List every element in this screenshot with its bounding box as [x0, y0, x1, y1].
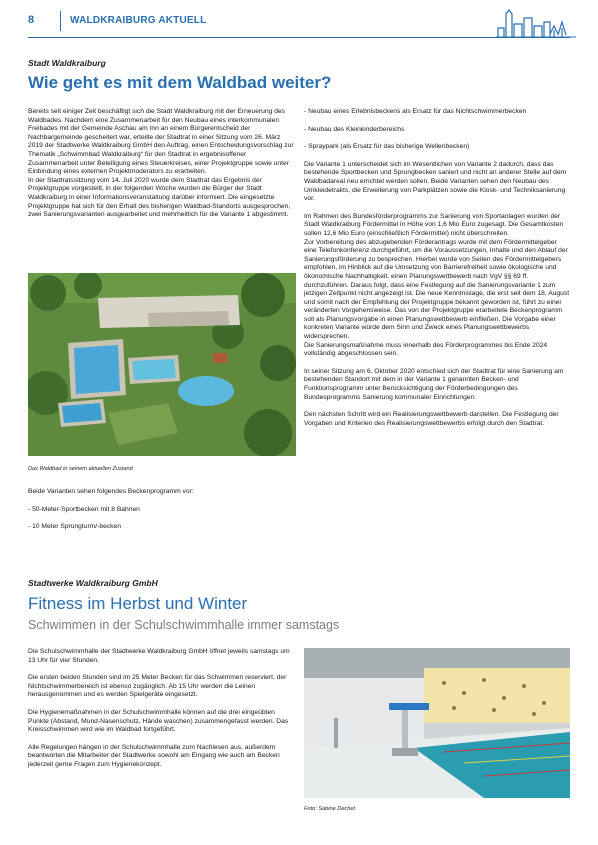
article2-kicker: Stadtwerke Waldkraiburg GmbH	[28, 578, 158, 588]
article2-text	[28, 648, 296, 770]
list-item: - 50-Meter-Sportbecken mit 8 Bahnen	[28, 505, 140, 513]
list-item: - Spraypark (als Ersatz für das bisherige Wellenbecken)	[304, 143, 470, 151]
article1-right-text	[304, 108, 570, 428]
paragraph: Im Rahmen des Bundesförderprogramms zur Sanierung von Sportanlagen wurden der Stadt Waldkraiburg Fördermittel in Höhe von 1,6 Mio Euro zugesagt. Die Gesamtkosten sollen 12,6 Mio Euro (einschließlich Fördermittel) nicht überschreiten.	[304, 212, 564, 237]
article1-kicker: Stadt Waldkraiburg	[28, 58, 106, 68]
paragraph: In der Stadtratssitzung vom 14. Juli 2020 wurde dem Stadtrat das Ergebnis der Projektgruppe vorgestellt, in der folgenden Woche wurden die Bürger der Stadt Waldkraiburg in einer Informationsveranstaltung darüber informiert. Die eingesetzte Projektgruppe hat sich für den Erhalt des bisherigen Waldbad-Standorts ausgesprochen, zwei Sanierungsvarianten ausgearbeitet und mehrheitlich für die Variante 1 abgestimmt.	[28, 176, 291, 219]
paragraph: Die Hygienemaßnahmen in der Schulschwimmhalle können auf die drei eingeübten Punkte (Abstand, Mund-Nasenschutz, Hände waschen) zusammengefasst werden. Das Kreisschwimmen wird wie im Waldbad fortgeführt.	[28, 708, 289, 734]
article1-left-text	[28, 108, 296, 220]
article2-image-caption: Foto: Sabine Dechet	[304, 806, 355, 812]
article1-image-caption: Das Waldbad in seinem aktuellen Zustand	[28, 466, 133, 472]
page-number: 8	[28, 14, 35, 26]
article1-title: Wie geht es mit dem Waldbad weiter?	[28, 73, 332, 92]
swimming-hall-photo	[304, 648, 570, 798]
waldbad-aerial-photo	[28, 273, 296, 456]
programm-intro: Beide Varianten sehen folgendes Beckenprogramm vor:	[28, 488, 194, 495]
paragraph: Alle Regelungen hängen in der Schulschwimmhalle zum Nachlesen aus, außerdem beantworten die Mitarbeiter der Stadtwerke sowohl am Eingang wie auch am Becken jederzeit gerne Fragen zum Hygienekonzept.	[28, 743, 280, 768]
paragraph: In seiner Sitzung am 6. Oktober 2020 entschied sich der Stadtrat für eine Sanierung am bestehenden Standort mit dem in der Variante 1 genannten Becken- und Funktionsprogramm unter Berücksichtigung der Förderbedingungen des Bundesprogramms Sanierung kommunaler Einrichtungen.	[304, 367, 564, 401]
paragraph: Den nächsten Schritt wird ein Realisierungswettbewerb darstellen. Die Festlegung der Vorgaben und Kriterien des Realisierungswettbewerbs erfolgt durch den Stadtrat.	[304, 411, 559, 427]
paragraph: Die Sanierungsmaßnahme muss innerhalb des Förderprogrammes bis Ende 2024 vollständig abgeschlossen sein.	[304, 341, 548, 358]
header-rule	[28, 37, 570, 38]
article2-title: Fitness im Herbst und Winter	[28, 594, 248, 613]
list-item: - Neubau eines Erlebnisbeckens als Ersatz für das Nichtschwimmerbecken	[304, 108, 527, 115]
header-divider	[60, 11, 61, 31]
paragraph: Zur Vorbereitung des abzugebenden Förderantrags wurde mit dem Fördermittelgeber eine Telefonkonferenz durchgeführt, um die Voraussetzungen, Inhalte und den Ablauf der Sanierungsförderung zu besprechen. Hierbei wurde von Seiten des Fördermittelgebers empfohlen, im Hinblick auf die Umsetzung von Barrierefreiheit sowie ökologische und ökonomische Nachhaltigkeit, einen Planungswettbewerb nach VgV §§ 69 ff. durchzuführen. Daraus folgt, dass eine Festlegung auf die Sanierungsvariante 1 zum jetzigen Zeitpunkt nicht angezeigt ist. Die neue Kenntnislage, die erst seit dem 18. August und somit nach der Empfehlung der Projektgruppe bekannt geworden ist, führt zu einer veränderten Vorgehensweise. Das von der Projektgruppe erarbeitete Beckenprogramm soll als Planungsvorgabe in einen Planungswettbewerb einfließen. Die Vorgabe einer konkreten Variante würde dem Sinn und Zweck eines Planungswettbewerbs widersprechen.	[304, 238, 570, 341]
city-skyline-logo	[496, 4, 576, 40]
paragraph: Bereits seit einiger Zeit beschäftigt sich die Stadt Waldkraiburg mit der Erneuerung des Waldbades. Nachdem eine Zusammenarbeit für den Neubau eines interkommunalen Freibades mit der Gemeinde Aschau am Inn an einem Bürgerentscheid der Nachbargemeinde gescheitert war, erteilte der Stadtrat in einer Sitzung vom 26. März 2019 der Stadtwerke Waldkraiburg GmbH den Auftrag, einen Entscheidungsvorschlag zur Thematik „Schwimmbad Waldkraiburg“ für den Stadtrat in ergebnisoffener Zusammenarbeit unter Beteiligung eines Steuerkreises, einer Projektgruppe sowie unter Einbindung eines externen Projektmoderators zu erarbeiten.	[28, 108, 294, 176]
paragraph: Die Variante 1 unterscheidet sich im Wesentlichen von Variante 2 dadurch, dass das bestehende Sportbecken und Sprungbecken saniert und nicht an anderer Stelle auf dem Waldbadareal neu errichtet werden sollen. Beide Varianten sehen den Neubau des Umkleidetrakts, die Erweiterung von Parkplätzen sowie die Kiosk- und Techniksanierung vor.	[304, 160, 567, 203]
list-item: - 10 Meter Sprungturm/-becken	[28, 523, 121, 531]
paragraph: Die ersten beiden Stunden sind im 25 Meter Becken für das Schwimmen reserviert, der Nichtschwimmerbereich ist ebenso zugänglich. Ab 15 Uhr werden die Leinen herausgenommen und es werden Spielgeräte eingesetzt.	[28, 674, 287, 699]
list-item: - Neubau des Kleinkinderbereichs	[304, 125, 405, 133]
publication-title: WALDKRAIBURG AKTUELL	[70, 15, 207, 26]
paragraph: Die Schulschwimmhalle der Stadtwerke Waldkraiburg GmbH öffnet jeweils samstags um 13 Uhr für vier Stunden.	[28, 648, 290, 664]
article1-programm-left	[28, 488, 296, 532]
article2-subtitle: Schwimmen in der Schulschwimmhalle immer samstags	[28, 618, 340, 632]
